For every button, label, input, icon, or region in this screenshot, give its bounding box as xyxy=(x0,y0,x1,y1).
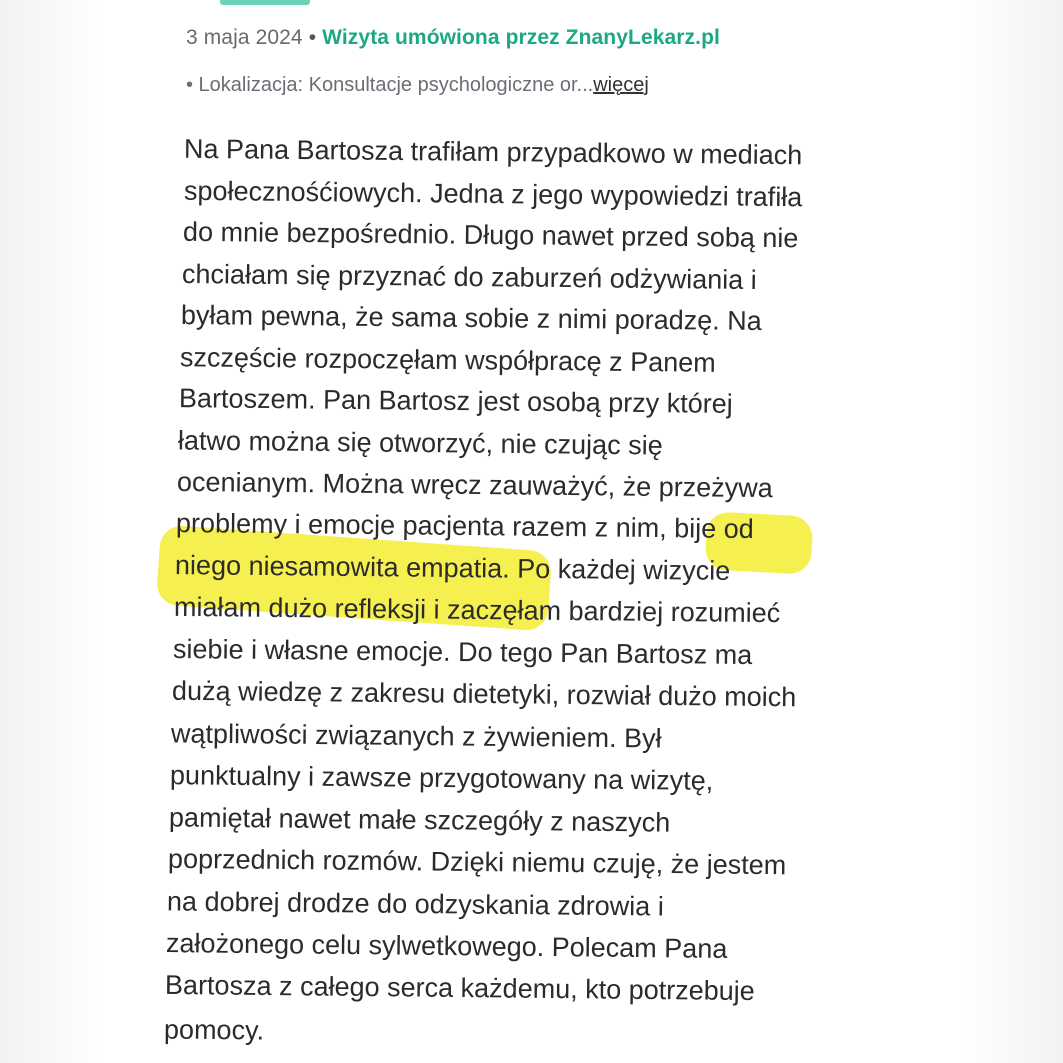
review-line: pamiętał nawet małe szczegóły z naszych xyxy=(168,802,671,838)
review-line: miałam dużo refleksji i zaczęłam bardziej rozumieć xyxy=(173,591,781,629)
review-line: punktualny i zawsze przygotowany na wizytę, xyxy=(169,760,714,796)
review-date: 3 maja 2024 xyxy=(186,26,303,49)
location-text: • Lokalizacja: Konsultacje psychologiczne or... xyxy=(186,74,594,96)
visit-source-link[interactable]: Wizyta umówiona przez ZnanyLekarz.pl xyxy=(322,26,720,49)
review-line: niego niesamowita empatia. Po każdej wizycie xyxy=(174,550,731,586)
review-line: założonego celu sylwetkowego. Polecam Pana xyxy=(165,928,728,964)
more-link[interactable]: więcej xyxy=(593,74,649,96)
review-line: na dobrej drodze do odzyskania zdrowia i xyxy=(166,886,664,922)
review-line: społecznośćiowych. Jedna z jego wypowiedzi trafiła xyxy=(183,175,803,213)
review-line: ocenianym. Można wręcz zauważyć, że przeżywa xyxy=(176,466,773,504)
review-line: wątpliwości związanych z żywieniem. Był xyxy=(170,718,662,754)
review-line: siebie i własne emocje. Do tego Pan Bartosz ma xyxy=(172,633,753,671)
review-line: Bartosza z całego serca każdemu, kto potrzebuje xyxy=(164,969,755,1007)
review-line: Na Pana Bartosza trafiłam przypadkowo w mediach xyxy=(183,133,803,171)
review-line: problemy i emocje pacjenta razem z nim, bije od xyxy=(175,507,754,545)
review-line: chciałam się przyznać do zaburzeń odżywiania i xyxy=(181,258,757,296)
review-line: byłam pewna, że sama sobie z nimi poradzę. Na xyxy=(180,299,762,337)
review-line: łatwo można się otworzyć, nie czując się xyxy=(177,425,663,461)
meta-separator: • xyxy=(308,26,317,49)
review-line: do mnie bezpośrednio. Długo nawet przed sobą nie xyxy=(182,216,799,254)
review-line: dużą wiedzę z zakresu dietetyki, rozwiał dużo moich xyxy=(171,675,797,713)
review-line: Bartoszem. Pan Bartosz jest osobą przy której xyxy=(178,383,733,419)
review-line: poprzednich rozmów. Dzięki niemu czuję, że jestem xyxy=(167,843,787,881)
review-line: szczęście rozpoczęłam współpracę z Panem xyxy=(179,342,716,378)
review-line: pomocy. xyxy=(163,1014,265,1046)
